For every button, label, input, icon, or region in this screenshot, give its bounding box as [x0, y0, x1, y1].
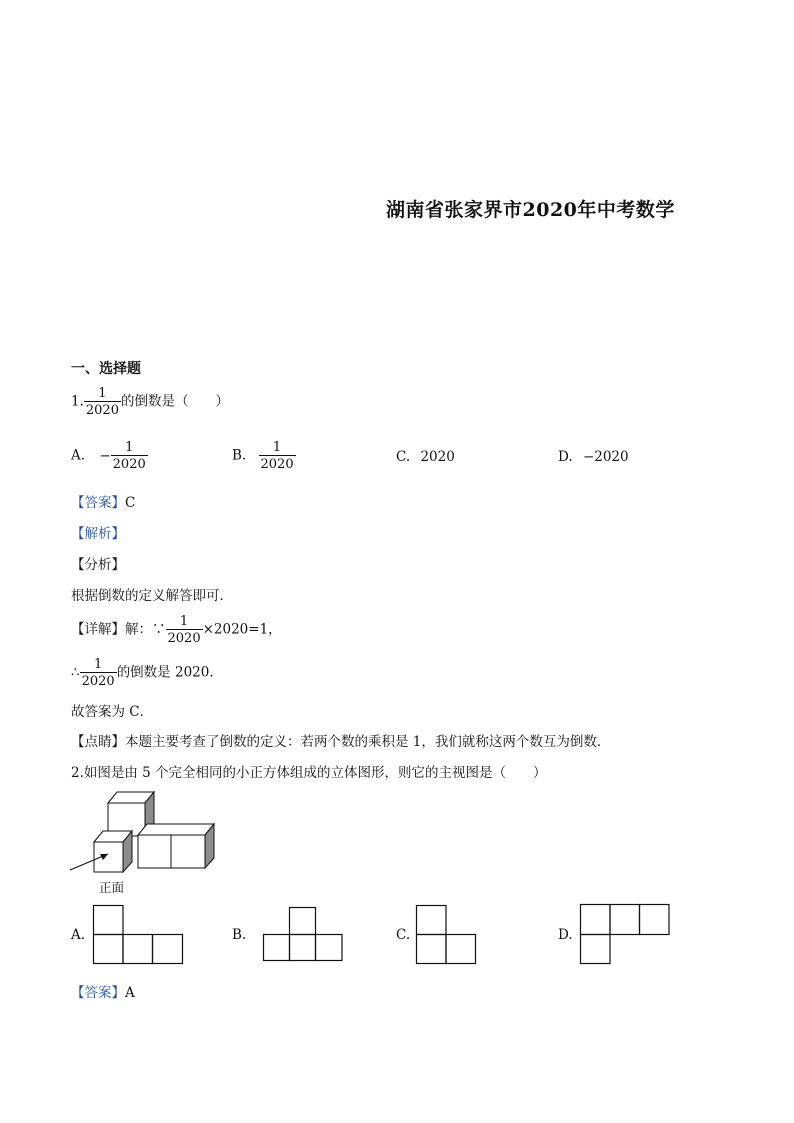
cube-front-face [171, 835, 205, 868]
therefore-symbol: ∴ [71, 664, 80, 681]
option-sign: − [99, 447, 111, 464]
square [417, 906, 447, 935]
option-label: B. [232, 447, 247, 464]
square [153, 935, 183, 964]
q2-option-c-figure [416, 905, 478, 965]
square [640, 905, 670, 935]
q1-jiexi-tag: 【解析】 [71, 526, 125, 542]
answer-value: C [125, 495, 136, 511]
option-fraction [259, 440, 296, 472]
frac-den: 2020 [167, 631, 201, 646]
q1-frac-den: 2020 [85, 403, 119, 418]
section-heading: 一、选择题 [71, 361, 141, 377]
detail-post: ×2020=1， [202, 621, 282, 638]
q1-frac-num: 1 [98, 386, 107, 401]
q2-answer [71, 984, 135, 1002]
frac-den: 2020 [260, 457, 294, 472]
frac-num: 1 [125, 440, 134, 455]
q1-number: 1. [71, 393, 84, 410]
q2-stem: 2.如图是由 5 个完全相同的小正方体组成的立体图形，则它的主视图是（ ） [71, 765, 547, 781]
q2-option-d-label: D. [558, 927, 573, 943]
square [264, 935, 290, 961]
cube-front-face [94, 842, 123, 872]
q2-cube-figure [68, 788, 218, 873]
q1-fenxi-tag: 【分析】 [71, 557, 125, 573]
option-value: −2020 [582, 449, 629, 465]
dianjing-tag: 【点睛】 [71, 734, 125, 750]
square [581, 935, 611, 964]
answer-value: A [125, 985, 135, 1001]
frac-den: 2020 [112, 457, 146, 472]
q1-dianjing [71, 733, 610, 751]
cube-front-face [138, 835, 171, 868]
therefore-text: 的倒数是 2020． [116, 664, 223, 681]
q2-option-d-figure [580, 904, 672, 966]
answer-tag: 【答案】 [71, 495, 125, 511]
q2-option-b-figure [263, 907, 345, 963]
q1-stem [71, 386, 229, 418]
square [610, 905, 640, 935]
square [94, 935, 124, 964]
square [316, 935, 343, 961]
frac-num: 1 [272, 440, 282, 455]
frac-num: 1 [94, 657, 103, 672]
dianjing-text: 本题主要考查了倒数的定义：若两个数的乘积是 1，我们就称这两个数互为倒数． [125, 734, 611, 750]
option-value: 2020 [420, 449, 455, 465]
cube-top-face [138, 824, 214, 835]
q1-fenxi-text: 根据倒数的定义解答即可． [71, 588, 233, 604]
q1-fraction [84, 386, 121, 418]
q1-option-b [232, 440, 296, 472]
option-label: D. [558, 449, 573, 465]
detail-tag: 【详解】 [71, 621, 125, 638]
q1-option-c [396, 449, 455, 465]
square [123, 935, 153, 964]
q2-option-a-figure [93, 905, 185, 965]
frac-den: 2020 [81, 674, 115, 689]
option-fraction [111, 440, 148, 472]
q1-option-a [71, 440, 148, 472]
square [446, 935, 476, 964]
square [581, 905, 611, 935]
square [290, 935, 316, 961]
q1-therefore [71, 657, 223, 689]
q2-option-c-label: C. [396, 927, 411, 943]
q1-stem-text: 的倒数是（ ） [120, 393, 229, 410]
q1-answer [71, 494, 135, 512]
detail-pre: 解：∵ [125, 621, 166, 638]
frac-num: 1 [179, 614, 189, 629]
therefore-fraction [80, 657, 117, 689]
option-label: C. [396, 449, 411, 465]
square [94, 906, 124, 935]
option-label: A. [71, 447, 86, 464]
answer-tag: 【答案】 [71, 985, 125, 1001]
detail-fraction [166, 614, 203, 646]
square [290, 908, 316, 935]
q1-conclusion: 故答案为 C． [71, 704, 154, 720]
document-title: 湖南省张家界市2020年中考数学 [386, 199, 675, 221]
q2-option-a-label: A. [71, 927, 86, 943]
q1-option-d [558, 449, 629, 465]
q2-front-label: 正面 [99, 880, 125, 895]
q1-detail [71, 614, 282, 646]
q2-option-b-label: B. [232, 927, 247, 943]
square [417, 935, 447, 964]
